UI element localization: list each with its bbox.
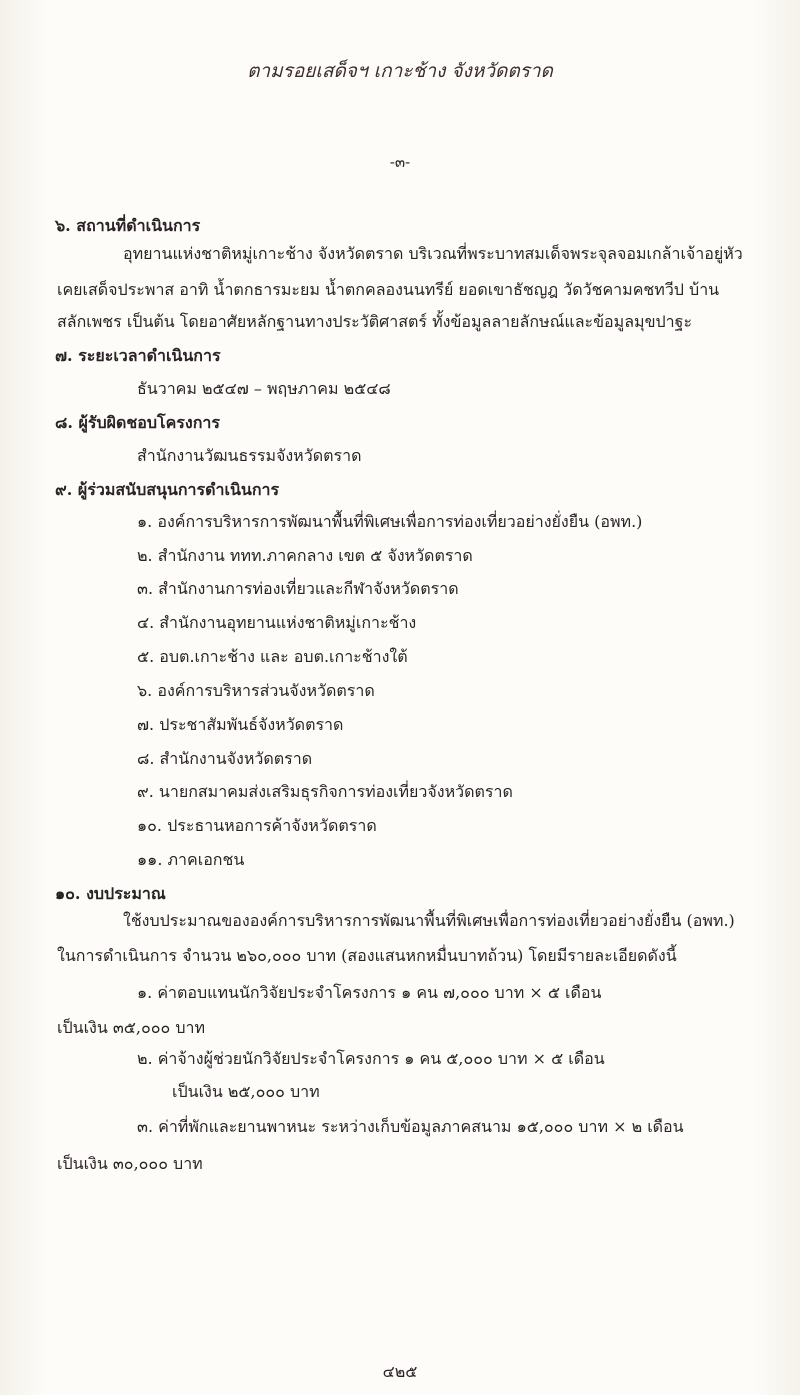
supporter-item: ๕. อบต.เกาะช้าง และ อบต.เกาะช้างใต้ (137, 647, 408, 666)
section-6-line: อุทยานแห่งชาติหมู่เกาะช้าง จังหวัดตราด บริเวณที่พระบาทสมเด็จพระจุลจอมเกล้าเจ้าอยู่หัว (123, 244, 743, 263)
section-7-line: ธันวาคม ๒๕๔๗ – พฤษภาคม ๒๕๔๘ (137, 379, 391, 398)
supporter-item: ๙. นายกสมาคมส่งเสริมธุรกิจการท่องเที่ยวจังหวัดตราด (137, 782, 513, 801)
section-6-line: สลักเพชร เป็นต้น โดยอาศัยหลักฐานทางประวัติศาสตร์ ทั้งข้อมูลลายลักษณ์และข้อมูลมุขปาฐะ (57, 312, 693, 331)
supporter-item: ๑. องค์การบริหารการพัฒนาพื้นที่พิเศษเพื่อการท่องเที่ยวอย่างยั่งยืน (อพท.) (137, 512, 643, 531)
section-6-line: เคยเสด็จประพาส อาทิ น้ำตกธารมะยม น้ำตกคลองนนทรีย์ ยอดเขาธัชญฎ วัดวัชคามคชทวีป บ้าน (57, 280, 720, 299)
budget-intro-line: ในการดำเนินการ จำนวน ๒๖๐,๐๐๐ บาท (สองแสนหกหมื่นบาทถ้วน) โดยมีรายละเอียดดังนี้ (57, 946, 677, 965)
supporter-item: ๔. สำนักงานอุทยานแห่งชาติหมู่เกาะช้าง (137, 613, 417, 632)
footer-page-number: ๔๒๕ (382, 1362, 418, 1381)
budget-item: ๒. ค่าจ้างผู้ช่วยนักวิจัยประจำโครงการ ๑ คน ๕,๐๐๐ บาท × ๕ เดือน (137, 1049, 605, 1068)
section-10-heading: ๑๐. งบประมาณ (55, 884, 166, 903)
section-6-heading: ๖. สถานที่ดำเนินการ (55, 216, 201, 235)
budget-item-amount: เป็นเงิน ๓๐,๐๐๐ บาท (57, 1154, 203, 1173)
page-number: -๓- (389, 153, 411, 171)
section-8-heading: ๘. ผู้รับผิดชอบโครงการ (55, 413, 220, 432)
section-7-heading: ๗. ระยะเวลาดำเนินการ (55, 346, 221, 365)
budget-item: ๑. ค่าตอบแทนนักวิจัยประจำโครงการ ๑ คน ๗,๐๐๐ บาท × ๕ เดือน (137, 983, 602, 1002)
budget-item-amount: เป็นเงิน ๒๕,๐๐๐ บาท (172, 1082, 320, 1101)
supporter-item: ๓. สำนักงานการท่องเที่ยวและกีฬาจังหวัดตราด (137, 579, 459, 598)
section-9-heading: ๙. ผู้ร่วมสนับสนุนการดำเนินการ (55, 480, 280, 499)
budget-intro-line: ใช้งบประมาณขององค์การบริหารการพัฒนาพื้นที่พิเศษเพื่อการท่องเที่ยวอย่างยั่งยืน (อพท.) (123, 911, 735, 930)
section-8-line: สำนักงานวัฒนธรรมจังหวัดตราด (137, 446, 362, 465)
supporter-item: ๘. สำนักงานจังหวัดตราด (137, 749, 313, 768)
running-header: ตามรอยเสด็จฯ เกาะช้าง จังหวัดตราด (247, 60, 553, 82)
supporter-item: ๒. สำนักงาน ททท.ภาคกลาง เขต ๕ จังหวัดตราด (137, 546, 473, 565)
supporter-item: ๑๐. ประธานหอการค้าจังหวัดตราด (137, 816, 377, 835)
supporter-item: ๗. ประชาสัมพันธ์จังหวัดตราด (137, 715, 344, 734)
supporter-item: ๑๑. ภาคเอกชน (137, 850, 245, 869)
budget-item: ๓. ค่าที่พักและยานพาหนะ ระหว่างเก็บข้อมูลภาคสนาม ๑๕,๐๐๐ บาท × ๒ เดือน (137, 1117, 684, 1136)
budget-item-amount: เป็นเงิน ๓๕,๐๐๐ บาท (57, 1018, 206, 1037)
supporter-item: ๖. องค์การบริหารส่วนจังหวัดตราด (137, 681, 375, 700)
